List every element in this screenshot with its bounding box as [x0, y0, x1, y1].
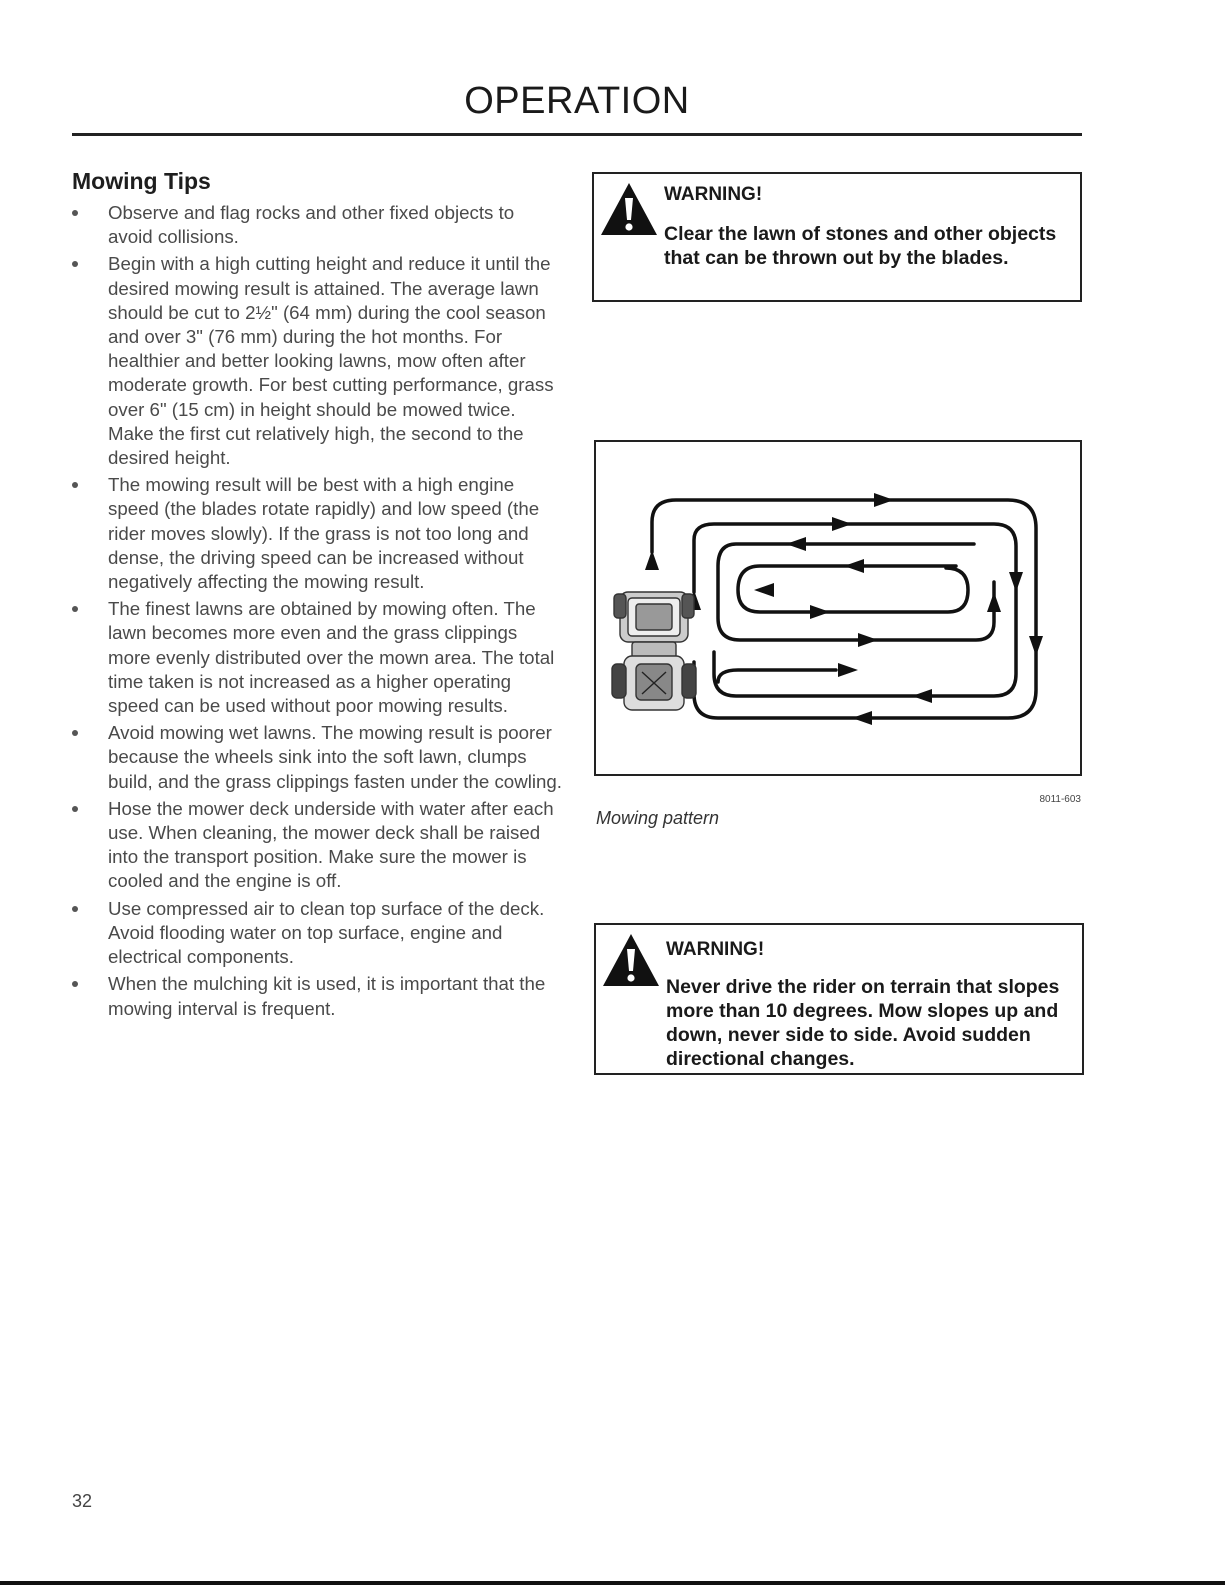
list-item: [72, 473, 562, 594]
arrow-right-icon: [832, 517, 852, 531]
list-item-text: The finest lawns are obtained by mowing often. The lawn becomes more even and the grass clippings more evenly distributed over the mown area. The total time taken is not increased as a higher operating speed can be used without poor mowing results.: [108, 598, 555, 717]
list-item: [72, 972, 562, 1020]
arrow-left-icon: [844, 559, 864, 573]
list-item-text: Observe and flag rocks and other fixed objects to avoid collisions.: [108, 202, 515, 248]
arrow-left-icon: [786, 537, 806, 551]
figure-caption: Mowing pattern: [596, 808, 720, 828]
bullet-icon: [72, 730, 78, 736]
warning-title: WARNING!: [666, 939, 765, 960]
page-title: OPERATION: [464, 80, 690, 122]
arrow-down-icon: [1029, 636, 1043, 656]
list-item: [72, 721, 562, 794]
bullet-icon: [72, 806, 78, 812]
arrow-left-icon: [754, 583, 774, 597]
bullet-icon: [72, 210, 78, 216]
arrow-right-icon: [838, 663, 858, 677]
list-item-text: Begin with a high cutting height and reduce it until the desired mowing result is attained. The average lawn should be cut to 2½" (64 mm) during the cool season and over 3" (76 mm) during the hot months. For healthier and better looking lawns, mow often after moderate growth. For best cutting performance, grass over 6" (15 cm) in height should be mowed twice. Make the first cut relatively high, the second to the desired height.: [108, 253, 554, 469]
list-item-text: Hose the mower deck underside with water after each use. When cleaning, the mower deck shall be raised into the transport position. Make sure the mower is cooled and the engine is off.: [108, 797, 554, 892]
list-item: [72, 897, 562, 970]
warning-triangle-icon: [598, 180, 660, 238]
bullet-icon: [72, 981, 78, 987]
arrow-up-icon: [987, 592, 1001, 612]
figure-code: 8011-603: [1039, 794, 1081, 805]
bullet-icon: [72, 261, 78, 267]
bullet-icon: [72, 906, 78, 912]
list-item-text: When the mulching kit is used, it is important that the mowing interval is frequent.: [108, 973, 546, 1019]
list-item-text: The mowing result will be best with a high engine speed (the blades rotate rapidly) and low speed (the rider moves slowly). If the grass is not too long and dense, the driving speed can be increased without negatively affecting the mowing result.: [108, 474, 540, 593]
list-item: [72, 252, 562, 470]
page-number: 32: [72, 1491, 93, 1511]
arrow-up-icon: [645, 550, 659, 570]
arrow-left-icon: [852, 711, 872, 725]
mowing-tips-section: [72, 168, 562, 1024]
warning-text: Clear the lawn of stones and other objects that can be thrown out by the blades.: [664, 223, 1057, 269]
arrow-right-icon: [858, 633, 878, 647]
tips-list: [72, 201, 562, 1021]
arrow-right-icon: [874, 493, 894, 507]
list-item-text: Use compressed air to clean top surface of the deck. Avoid flooding water on top surface, engine and electrical components.: [108, 897, 545, 968]
bullet-icon: [72, 606, 78, 612]
header-divider: [72, 133, 1082, 136]
arrow-right-icon: [810, 605, 830, 619]
list-item-text: Avoid mowing wet lawns. The mowing result is poorer because the wheels sink into the soft lawn, clumps build, and the grass clippings fasten under the cowling.: [108, 722, 562, 792]
mowing-pattern-svg: [596, 442, 1084, 778]
mowing-pattern-diagram: [594, 440, 1082, 776]
section-heading: Mowing Tips: [72, 168, 211, 194]
arrow-left-icon: [912, 689, 932, 703]
warning-text: Never drive the rider on terrain that slopes more than 10 degrees. Mow slopes up and down, never side to side. Avoid sudden directional changes.: [666, 976, 1060, 1070]
arrow-down-icon: [1009, 572, 1023, 592]
list-item: [72, 597, 562, 718]
list-item: [72, 201, 562, 249]
warning-box-stones: [592, 172, 1082, 302]
warning-triangle-icon: [600, 931, 662, 989]
page-bottom-edge: [0, 1581, 1225, 1585]
list-item: [72, 797, 562, 894]
warning-title: WARNING!: [664, 184, 763, 205]
warning-box-slopes: [594, 923, 1084, 1075]
riding-mower-icon: [612, 592, 696, 710]
bullet-icon: [72, 482, 78, 488]
